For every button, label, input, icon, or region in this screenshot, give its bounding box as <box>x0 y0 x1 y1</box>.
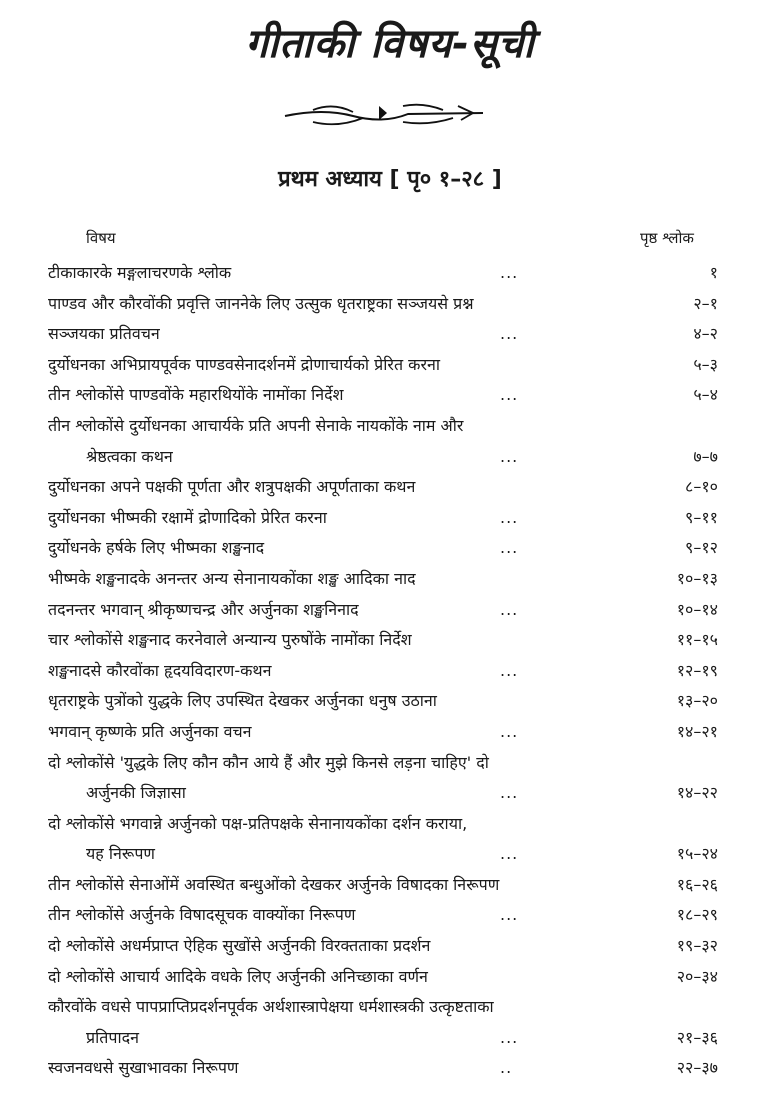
page-verse-ref: ७–७ <box>693 446 718 466</box>
contents-entry-line <box>48 289 718 320</box>
entry-text: दुर्योधनका भीष्मकी रक्षामें द्रोणादिको प्रेरित करना <box>48 507 327 527</box>
contents-entry-line <box>48 717 718 748</box>
leader-dots: ... <box>500 660 519 680</box>
leader-dots: ... <box>500 446 519 466</box>
contents-entry-line <box>48 931 718 962</box>
contents-entry-line <box>48 380 718 411</box>
page-verse-ref: ९–१२ <box>685 538 718 558</box>
entry-text: स्वजनवधसे सुखाभावका निरूपण <box>48 1058 239 1078</box>
entry-text: अर्जुनकी जिज्ञासा <box>86 783 186 803</box>
leader-dots: ... <box>500 599 519 619</box>
page-verse-ref: २२–३७ <box>676 1058 718 1078</box>
entry-text: श्रेष्ठत्वका कथन <box>86 446 173 466</box>
page-verse-ref: ११–१५ <box>676 630 718 650</box>
entry-text: शङ्खनादसे कौरवोंका हृदयविदारण-कथन <box>48 660 272 680</box>
ornament-divider-icon <box>283 98 488 128</box>
leader-dots: .. <box>500 1058 513 1078</box>
page-verse-ref: १४–२२ <box>676 783 718 803</box>
page-verse-ref: १ <box>709 263 718 282</box>
contents-entry-line <box>48 625 718 656</box>
column-header-subject: विषय <box>86 229 116 247</box>
contents-entry-line <box>48 533 718 564</box>
entry-text: तीन श्लोकोंसे सेनाओंमें अवस्थित बन्धुओंको देखकर अर्जुनके विषादका निरूपण <box>48 874 500 894</box>
entry-text: तीन श्लोकोंसे दुर्योधनका आचार्यके प्रति अपनी सेनाके नायकोंके नाम और <box>48 415 464 435</box>
contents-list <box>48 258 718 1084</box>
contents-entry-line <box>48 870 718 901</box>
contents-entry-line <box>48 564 718 595</box>
page-title: गीताकी विषय-सूची <box>245 21 535 67</box>
page-verse-ref: १२–१९ <box>676 660 718 680</box>
contents-entry-line <box>48 503 718 534</box>
page-verse-ref: ९–११ <box>685 507 718 527</box>
leader-dots: ... <box>500 507 519 527</box>
page-verse-ref: १९–३२ <box>676 936 718 956</box>
contents-entry-line <box>48 900 718 931</box>
contents-entry-line <box>48 411 718 442</box>
leader-dots: ... <box>500 844 519 864</box>
contents-entry-line <box>48 839 718 870</box>
page-verse-ref: १४–२१ <box>676 721 718 741</box>
entry-text: तीन श्लोकोंसे अर्जुनके विषादसूचक वाक्योंका निरूपण <box>48 905 356 925</box>
contents-entry-line <box>48 442 718 473</box>
entry-text: कौरवोंके वधसे पापप्राप्तिप्रदर्शनपूर्वक अर्थशास्त्रापेक्षया धर्मशास्त्रकी उत्कृष्टताका <box>48 997 494 1017</box>
page-verse-ref: ५–४ <box>693 385 718 405</box>
contents-entry-line <box>48 1023 718 1054</box>
entry-text: दुर्योधनका अपने पक्षकी पूर्णता और शत्रुपक्षकी अपूर्णताका कथन <box>48 477 416 497</box>
page-verse-ref: २१–३६ <box>676 1027 718 1047</box>
page-verse-ref: ५–३ <box>693 354 718 374</box>
entry-text: टीकाकारके मङ्गलाचरणके श्लोक <box>48 263 232 282</box>
entry-text: चार श्लोकोंसे शङ्खनाद करनेवाले अन्यान्य पुरुषोंके नामोंका निर्देश <box>48 630 412 650</box>
page-verse-ref: १३–२० <box>676 691 718 711</box>
contents-entry-line <box>48 778 718 809</box>
contents-entry-line <box>48 350 718 381</box>
entry-text: पाण्डव और कौरवोंकी प्रवृत्ति जाननेके लिए उत्सुक धृतराष्ट्रका सञ्जयसे प्रश्न <box>48 293 474 313</box>
leader-dots: ... <box>500 324 519 344</box>
contents-entry-line <box>48 1053 718 1084</box>
leader-dots: ... <box>500 263 519 282</box>
contents-entry-line <box>48 319 718 350</box>
entry-text: तीन श्लोकोंसे पाण्डवोंके महारथियोंके नामोंका निर्देश <box>48 385 344 405</box>
entry-text: भगवान् कृष्णके प्रति अर्जुनका वचन <box>48 721 252 741</box>
entry-text: दो श्लोकोंसे 'युद्धके लिए कौन कौन आये हैं और मुझे किनसे लड़ना चाहिए' दो <box>48 752 489 772</box>
entry-text: प्रतिपादन <box>86 1027 139 1047</box>
entry-text: दो श्लोकोंसे आचार्य आदिके वधके लिए अर्जुनकी अनिच्छाका वर्णन <box>48 966 428 986</box>
page-verse-ref: २०–३४ <box>676 966 718 986</box>
leader-dots: ... <box>500 1027 519 1047</box>
leader-dots: ... <box>500 538 519 558</box>
contents-entry-line <box>48 595 718 626</box>
page-verse-ref: ४–२ <box>693 324 718 344</box>
contents-entry-line <box>48 809 718 840</box>
contents-entry-line <box>48 656 718 687</box>
page-verse-ref: २–१ <box>693 293 718 313</box>
page-verse-ref: १०–१३ <box>676 568 718 588</box>
entry-text: दो श्लोकोंसे अधर्मप्राप्त ऐहिक सुखोंसे अर्जुनकी विरक्तताका प्रदर्शन <box>48 936 431 956</box>
page-verse-ref: १०–१४ <box>676 599 718 619</box>
page-verse-ref: १६–२६ <box>676 874 718 894</box>
leader-dots: ... <box>500 905 519 925</box>
leader-dots: ... <box>500 783 519 803</box>
entry-text: सञ्जयका प्रतिवचन <box>48 324 160 344</box>
contents-entry-line <box>48 258 718 289</box>
entry-text: तदनन्तर भगवान् श्रीकृष्णचन्द्र और अर्जुनका शङ्खनिनाद <box>48 599 359 619</box>
entry-text: दुर्योधनका अभिप्रायपूर्वक पाण्डवसेनादर्शनमें द्रोणाचार्यको प्रेरित करना <box>48 354 441 374</box>
contents-entry-line <box>48 962 718 993</box>
entry-text: यह निरूपण <box>86 844 155 864</box>
page-verse-ref: ८–१० <box>685 477 718 497</box>
entry-text: दो श्लोकोंसे भगवान्ने अर्जुनको पक्ष-प्रतिपक्षके सेनानायकोंका दर्शन कराया, <box>48 813 468 833</box>
leader-dots: ... <box>500 721 519 741</box>
entry-text: धृतराष्ट्रके पुत्रोंको युद्धके लिए उपस्थित देखकर अर्जुनका धनुष उठाना <box>48 691 437 711</box>
chapter-heading: प्रथम अध्याय [ पृ० १–२८ ] <box>278 167 502 192</box>
contents-entry-line <box>48 748 718 779</box>
contents-entry-line <box>48 686 718 717</box>
page-verse-ref: १५–२४ <box>676 844 718 864</box>
page-verse-ref: १८–२९ <box>676 905 718 925</box>
entry-text: भीष्मके शङ्खनादके अनन्तर अन्य सेनानायकोंका शङ्ख आदिका नाद <box>48 568 416 588</box>
contents-entry-line <box>48 992 718 1023</box>
entry-text: दुर्योधनके हर्षके लिए भीष्मका शङ्खनाद <box>48 538 265 558</box>
leader-dots: ... <box>500 385 519 405</box>
contents-entry-line <box>48 472 718 503</box>
column-header-page-verse: पृष्ठ श्लोक <box>640 229 694 247</box>
